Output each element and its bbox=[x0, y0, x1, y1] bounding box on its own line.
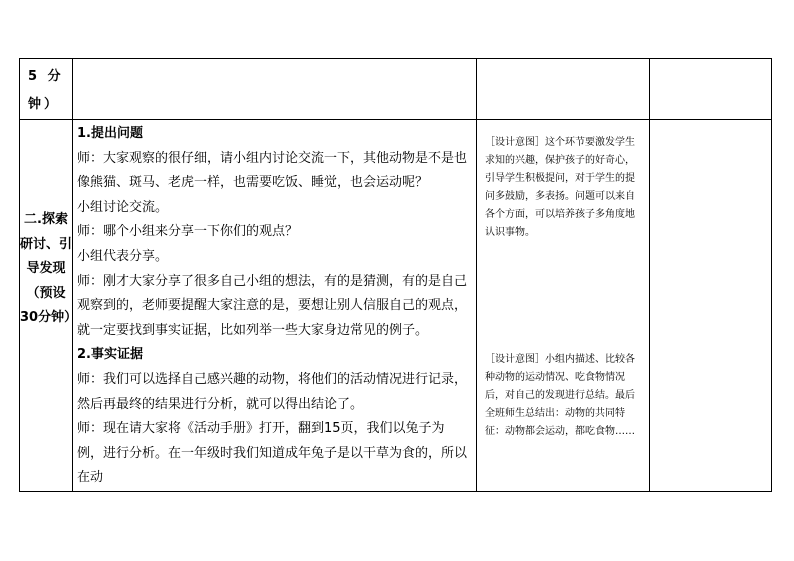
activity-cell bbox=[73, 120, 477, 492]
empty-cell bbox=[73, 59, 477, 120]
table-row bbox=[20, 120, 772, 492]
design-intent-note-1: ［设计意图］这个环节要激发学生求知的兴趣，保护孩子的好奇心，引导学生积极提问，对于学生的提问多鼓励，多表扬。问题可以来自各个方面，可以培养孩子多角度地认识事物。 bbox=[485, 137, 635, 238]
table-row bbox=[20, 59, 772, 120]
empty-cell bbox=[477, 59, 650, 120]
stage-cell bbox=[20, 120, 78, 492]
paragraph: 师：现在请大家将《活动手册》打开，翻到15页，我们以兔子为例，进行分析。在一年级时我们知道成年兔子是以干草为食的，所以在动 bbox=[77, 421, 468, 486]
paragraph: 师：哪个小组来分享一下你们的观点？ bbox=[77, 224, 299, 240]
lesson-plan-table bbox=[19, 58, 772, 492]
time-cell bbox=[20, 59, 73, 120]
paragraph: 师：刚才大家分享了很多自己小组的想法，有的是猜测，有的是自己观察到的，老师要提醒大家注意的是，要想让别人信服自己的观点，就一定要找到事实证据，比如列举一些大家身边常见的例子。 bbox=[77, 273, 468, 338]
section-heading: 1.提出问题 bbox=[77, 126, 143, 141]
paragraph: 小组讨论交流。 bbox=[77, 199, 169, 215]
paragraph: 师：我们可以选择自己感兴趣的动物，将他们的活动情况进行记录，然后再最终的结果进行分析，就可以得出结论了。 bbox=[77, 371, 468, 412]
paragraph: 小组代表分享。 bbox=[77, 248, 169, 264]
design-intent-cell bbox=[477, 120, 650, 492]
empty-cell bbox=[650, 120, 772, 492]
design-intent-note-2: ［设计意图］小组内描述、比较各种动物的运动情况、吃食物情况后，对自己的发现进行总结。最后全班师生总结出：动物的共同特征：动物都会运动，都吃食物…… bbox=[485, 354, 635, 437]
activity-content bbox=[73, 120, 476, 491]
paragraph: 师：大家观察的很仔细，请小组内讨论交流一下，其他动物是不是也像熊猫、斑马、老虎一样，也需要吃饭、睡觉，也会运动呢？ bbox=[77, 150, 468, 191]
stage-label: 二.探索研讨、引导发现（预设30分钟） bbox=[20, 212, 78, 325]
section-heading: 2.事实证据 bbox=[77, 347, 143, 363]
time-label: 5 分钟） bbox=[28, 69, 64, 112]
empty-cell bbox=[650, 59, 772, 120]
